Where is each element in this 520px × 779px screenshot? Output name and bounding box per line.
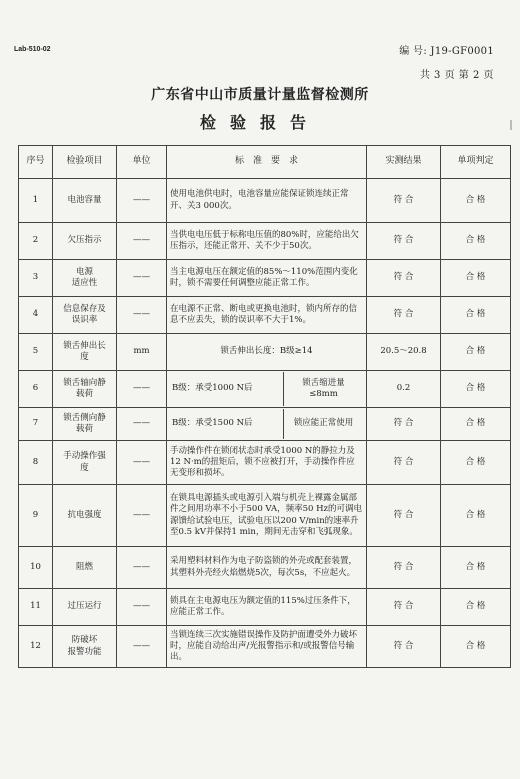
table-header-row — [19, 146, 511, 179]
test-item: 电源 适应性 — [53, 260, 117, 297]
requirement: 手动操作件在锁闭状态时承受1000 N的静拉力及12 N·m的扭矩后，锁不应被打开，手动操作件应无变形和损坏。 — [167, 441, 367, 485]
requirement: 锁舌伸出长度：B级≥14 — [167, 334, 367, 371]
requirement-condition: B级：承受1500 N后 — [172, 418, 253, 429]
measured-result: 符 合 — [367, 297, 441, 334]
unit: —— — [117, 547, 167, 589]
row-number: 4 — [19, 297, 53, 334]
measured-result: 20.5～20.8 — [367, 334, 441, 371]
measured-result: 符 合 — [367, 547, 441, 589]
measured-result: 0.2 — [367, 371, 441, 408]
report-title: 检验报告 — [199, 113, 320, 132]
col-header-item: 检验项目 — [53, 146, 117, 179]
unit: —— — [117, 626, 167, 668]
verdict: 合 格 — [441, 441, 511, 485]
requirement: 在电源不正常、断电或更换电池时，锁内所存的信息不应丢失，锁的误识率不大于1%。 — [167, 297, 367, 334]
verdict: 合 格 — [441, 626, 511, 668]
test-item: 欠压指示 — [53, 223, 117, 260]
requirement — [167, 408, 367, 441]
unit: —— — [117, 589, 167, 626]
col-header-verdict: 单项判定 — [441, 146, 511, 179]
measured-result: 符 合 — [367, 626, 441, 668]
unit: —— — [117, 179, 167, 223]
test-item: 阻燃 — [53, 547, 117, 589]
margin-mark — [510, 120, 512, 130]
unit: —— — [117, 223, 167, 260]
row-number: 10 — [19, 547, 53, 589]
table-row — [19, 626, 511, 668]
table-row — [19, 485, 511, 547]
measured-result: 符 合 — [367, 260, 441, 297]
verdict: 合 格 — [441, 485, 511, 547]
unit: mm — [117, 334, 167, 371]
table-row — [19, 408, 511, 441]
table-row — [19, 260, 511, 297]
unit: —— — [117, 297, 167, 334]
verdict: 合 格 — [441, 179, 511, 223]
verdict: 合 格 — [441, 589, 511, 626]
unit: —— — [117, 260, 167, 297]
unit: —— — [117, 371, 167, 408]
measured-result: 符 合 — [367, 589, 441, 626]
verdict: 合 格 — [441, 371, 511, 408]
requirement: 使用电池供电时，电池容量应能保证锁连续正常开、关3 000次。 — [167, 179, 367, 223]
lab-code: Lab-510-02 — [14, 46, 51, 53]
unit: —— — [117, 441, 167, 485]
requirement: 采用塑料材料作为电子防盗锁的外壳或配套装置，其塑料外壳经火焰燃烧5次，每次5s，不应起火。 — [167, 547, 367, 589]
verdict: 合 格 — [441, 297, 511, 334]
test-item: 抗电强度 — [53, 485, 117, 547]
measured-result: 符 合 — [367, 408, 441, 441]
requirement: 当锁连续三次实施错误操作及防护面遭受外力破坏时，应能自动给出声/光报警指示和/或报警信号输出。 — [167, 626, 367, 668]
unit: —— — [117, 408, 167, 441]
test-item: 锁舌侧向静 载荷 — [53, 408, 117, 441]
table-row — [19, 223, 511, 260]
table-row — [19, 547, 511, 589]
table-row — [19, 297, 511, 334]
table-row — [19, 371, 511, 408]
row-number: 5 — [19, 334, 53, 371]
row-number: 2 — [19, 223, 53, 260]
measured-result: 符 合 — [367, 223, 441, 260]
measured-result: 符 合 — [367, 485, 441, 547]
verdict: 合 格 — [441, 408, 511, 441]
row-number: 1 — [19, 179, 53, 223]
requirement-condition: B级：承受1000 N后 — [172, 383, 253, 394]
test-item: 信息保存及 误识率 — [53, 297, 117, 334]
row-number: 7 — [19, 408, 53, 441]
measured-result: 符 合 — [367, 441, 441, 485]
measured-result: 符 合 — [367, 179, 441, 223]
requirement: 锁具在主电源电压为额定值的115%过压条件下，应能正常工作。 — [167, 589, 367, 626]
row-number: 8 — [19, 441, 53, 485]
requirement: 当供电电压低于标称电压值的80%时，应能给出欠压指示，还能正常开、关不少于50次。 — [167, 223, 367, 260]
test-item: 过压运行 — [53, 589, 117, 626]
test-item: 手动操作强 度 — [53, 441, 117, 485]
row-number: 3 — [19, 260, 53, 297]
requirement-criterion: 锁应能正常使用 — [283, 409, 363, 439]
row-number: 12 — [19, 626, 53, 668]
verdict: 合 格 — [441, 547, 511, 589]
unit: —— — [117, 485, 167, 547]
row-number: 9 — [19, 485, 53, 547]
table-row — [19, 334, 511, 371]
col-header-unit: 单位 — [117, 146, 167, 179]
requirement: 当主电源电压在额定值的85%～110%范围内变化时，锁不需要任何调整应能正常工作。 — [167, 260, 367, 297]
test-item: 电池容量 — [53, 179, 117, 223]
verdict: 合 格 — [441, 260, 511, 297]
col-header-no: 序号 — [19, 146, 53, 179]
row-number: 11 — [19, 589, 53, 626]
table-row — [19, 589, 511, 626]
col-header-result: 实测结果 — [367, 146, 441, 179]
inspection-table — [18, 145, 511, 668]
document-number: 编 号: J19-GF0001 — [399, 46, 494, 57]
table-row — [19, 441, 511, 485]
test-item: 锁舌轴向静 载荷 — [53, 371, 117, 408]
page-info: 共 3 页 第 2 页 — [419, 70, 494, 81]
verdict: 合 格 — [441, 223, 511, 260]
verdict: 合 格 — [441, 334, 511, 371]
col-header-requirement: 标 准 要 求 — [167, 146, 367, 179]
requirement: 在锁具电源插头或电源引入端与机壳上裸露金属部件之间用功率不小于500 VA，频率50 Hz的可调电源馈给试验电压，试验电压以200 V/min的速率升至0.5 kV并保持1 min，期间无击穿和飞弧现象。 — [167, 485, 367, 547]
test-item: 防破坏 报警功能 — [53, 626, 117, 668]
requirement — [167, 371, 367, 408]
row-number: 6 — [19, 371, 53, 408]
test-item: 锁舌伸出长 度 — [53, 334, 117, 371]
table-row — [19, 179, 511, 223]
requirement-criterion: 锁舌缩进量 ≤8mm — [283, 372, 363, 406]
institute-name: 广东省中山市质量计量监督检测所 — [151, 87, 369, 103]
